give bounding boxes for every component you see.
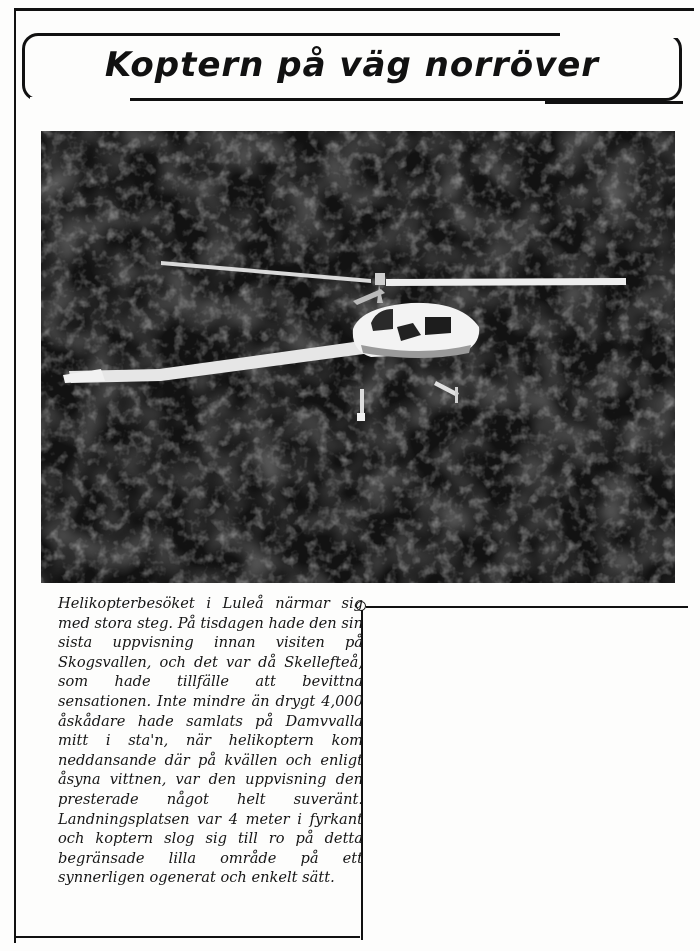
bottom-rule: [14, 936, 360, 938]
article-body: [58, 594, 363, 888]
helicopter-photo: [41, 131, 675, 583]
article-paragraph: Helikopterbesöket i Luleå närmar sig med stora steg. På tisdagen hade den sin sista uppvisning innan visiten på Skogsvallen, och det var då Skellefteå, som hade tillfälle att bevittna sensationen. Inte mindre än drygt 4,000 åskådare hade samlats på Damvvalla mitt i sta'n, när helikoptern kom neddansande där på kvällen och enligt åsyna vittnen, var den uppvisning den presterade något helt suveränt. Landningsplatsen var 4 meter i fyrkant och koptern slog sig till ro på detta begränsade lilla område på ett synnerligen ogenerat och enkelt sätt.: [58, 595, 363, 887]
helicopter-illustration: [41, 131, 675, 583]
article-top-rule: [366, 606, 688, 608]
headline-frame-gap: [30, 97, 130, 105]
headline: Koptern på väg norröver: [104, 45, 600, 85]
top-rule: [14, 8, 694, 11]
left-column-rule: [14, 8, 16, 943]
headline-frame-gap: [560, 30, 685, 38]
headline-underline: [545, 101, 683, 104]
